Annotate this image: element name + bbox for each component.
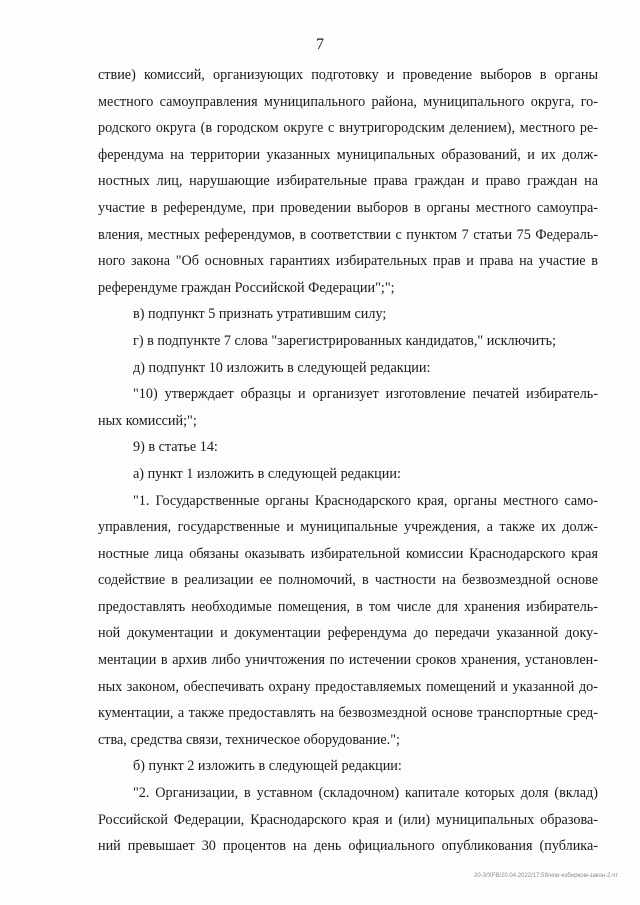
text-line: местного самоуправления муниципального района, муниципального округа, го-: [98, 93, 598, 110]
text-line: ностные лица обязаны оказывать избирательной комиссии Краснодарского края: [98, 545, 598, 562]
text-line: "2. Организации, в уставном (складочном) капитале которых доля (вклад): [133, 785, 598, 802]
text-line: в) подпункт 5 признать утратившим силу;: [133, 306, 387, 323]
text-line: д) подпункт 10 изложить в следующей редакции:: [133, 359, 431, 376]
text-line: б) пункт 2 изложить в следующей редакции:: [133, 758, 402, 775]
text-line: 9) в статье 14:: [133, 439, 218, 456]
text-line: ных законом, обеспечивать охрану предоставляемых помещений и указанной до-: [98, 678, 598, 695]
text-line: содействие в реализации ее полномочий, в частности на безвозмездной основе: [98, 572, 598, 589]
text-line: г) в подпункте 7 слова "зарегистрированных кандидатов," исключить;: [133, 332, 557, 349]
text-line: предоставлять необходимые помещения, в том числе для хранения избиратель-: [98, 598, 598, 615]
text-line: ства, средства связи, техническое оборудование.";: [98, 731, 400, 748]
text-line: вления, местных референдумов, в соответствии с пунктом 7 статьи 75 Федераль-: [98, 226, 598, 243]
text-line: ствие) комиссий, организующих подготовку и проведение выборов в органы: [98, 67, 598, 83]
text-line: а) пункт 1 изложить в следующей редакции:: [133, 465, 401, 482]
page-number: 7: [316, 36, 324, 53]
text-line: участие в референдуме, при проведении выборов в органы местного самоупра-: [98, 199, 598, 216]
text-line: ментации в архив либо уничтожения по истечении сроков хранения, установлен-: [98, 652, 598, 669]
text-line: родского округа (в городском округе с внутригородским делением), местного ре-: [98, 120, 598, 137]
text-line: кументации, а также предоставлять на безвозмездной основе транспортные сред-: [98, 705, 598, 722]
text-line: референдуме граждан Российской Федерации";";: [98, 279, 395, 296]
text-line: ных комиссий;";: [98, 412, 197, 429]
text-line: ной документации и документации референдума до передачи указанной доку-: [98, 625, 598, 642]
text-line: Российской Федерации, Краснодарского края и (или) муниципальных образова-: [98, 811, 598, 828]
text-line: ний превышает 30 процентов на день официального опубликования (публика-: [98, 838, 598, 855]
document-body: [98, 62, 598, 860]
text-line: ностных лиц, нарушающие избирательные права граждан и право граждан на: [98, 173, 598, 190]
text-line: "1. Государственные органы Краснодарского края, органы местного само-: [133, 492, 598, 509]
text-line: ного закона "Об основных гарантиях избирательных прав и права на участие в: [98, 253, 598, 270]
text-line: "10) утверждает образцы и организует изготовление печатей избиратель-: [133, 386, 598, 403]
footer-stamp: 20-3/XFB/20.04.2022/17:59/нпи-избирком-закон-2.чт: [474, 873, 618, 879]
text-line: ферендума на территории указанных муниципальных образований, и их долж-: [98, 146, 598, 163]
text-line: управления, государственные и муниципальные учреждения, а также их долж-: [98, 519, 598, 536]
